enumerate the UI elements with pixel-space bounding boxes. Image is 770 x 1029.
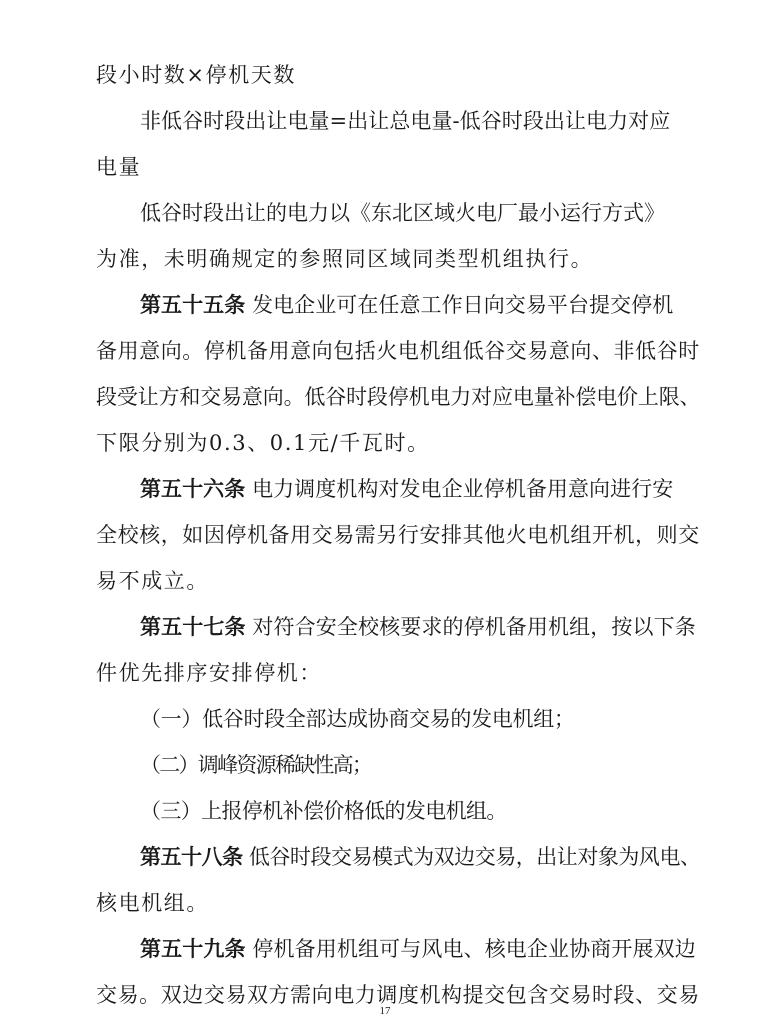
article-heading: 第五十八条 bbox=[140, 844, 243, 869]
article-heading: 第五十九条 bbox=[140, 936, 246, 961]
paragraph-line: 电量 bbox=[96, 155, 142, 179]
page-number: 17 bbox=[379, 1005, 391, 1017]
list-item: （三）上报停机补偿价格低的发电机组。 bbox=[140, 799, 507, 823]
paragraph-line: 下限分别为0.3、0.1元/千瓦时。 bbox=[96, 431, 430, 455]
paragraph-line: 段小时数×停机天数 bbox=[96, 63, 296, 87]
article-55-line: 第五十五条 发电企业可在任意工作日向交易平台提交停机 bbox=[140, 292, 674, 317]
paragraph-line: 低谷时段出让的电力以《东北区域火电厂最小运行方式》 bbox=[140, 201, 665, 225]
paragraph-line: 段受让方和交易意向。低谷时段停机电力对应电量补偿电价上限、 bbox=[96, 385, 701, 409]
article-heading: 第五十五条 bbox=[140, 292, 246, 317]
article-58-line: 第五十八条 低谷时段交易模式为双边交易，出让对象为风电、 bbox=[140, 844, 701, 869]
list-item: （一）低谷时段全部达成协商交易的发电机组； bbox=[140, 707, 575, 731]
article-heading: 第五十六条 bbox=[140, 476, 246, 501]
paragraph-line: 为准，未明确规定的参照同区域同类型机组执行。 bbox=[96, 247, 594, 271]
paragraph-line: 非低谷时段出让电量=出让总电量-低谷时段出让电力对应 bbox=[140, 109, 671, 133]
paragraph-line: 易不成立。 bbox=[96, 569, 209, 593]
paragraph-line: 备用意向。停机备用意向包括火电机组低谷交易意向、非低谷时 bbox=[96, 339, 700, 363]
article-heading: 第五十七条 bbox=[140, 614, 246, 639]
paragraph-line: 全校核，如因停机备用交易需另行安排其他火电机组开机，则交 bbox=[96, 523, 700, 547]
list-item: （二）调峰资源稀缺性高； bbox=[140, 753, 372, 777]
paragraph-line: 核电机组。 bbox=[96, 891, 209, 915]
article-56-line: 第五十六条 电力调度机构对发电企业停机备用意向进行安 bbox=[140, 476, 674, 501]
paragraph-line: 件优先排序安排停机： bbox=[96, 661, 322, 685]
article-59-line: 第五十九条 停机备用机组可与风电、核电企业协商开展双边 bbox=[140, 936, 696, 961]
article-57-line: 第五十七条 对符合安全校核要求的停机备用机组，按以下条 bbox=[140, 614, 696, 639]
paragraph-line: 交易。双边交易双方需向电力调度机构提交包含交易时段、交易 bbox=[96, 983, 700, 1007]
